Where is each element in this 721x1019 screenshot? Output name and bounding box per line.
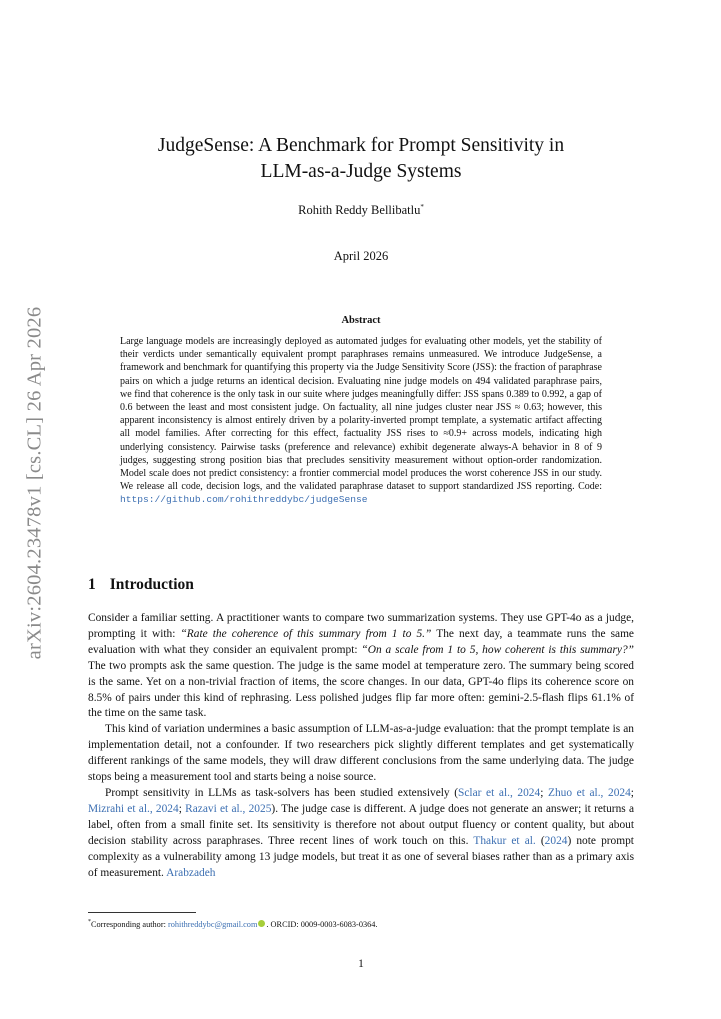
arxiv-sidebar-stamp <box>20 295 50 670</box>
citation-razavi[interactable]: Razavi et al., 2025 <box>185 802 272 815</box>
paper-title <box>88 133 634 185</box>
section-heading-introduction <box>88 576 194 594</box>
citation-paren-close: ) <box>567 834 572 847</box>
code-link[interactable]: https://github.com/rohithreddybc/judgeSense <box>120 494 368 506</box>
abstract-text: Large language models are increasingly deployed as automated judges for evaluating other models, yet the stability of their verdicts under semantically equivalent prompt paraphrases remains unmeasured. We introduce JudgeSense, a framework and benchmark for quantifying this property via the Judge Sensitivity Score (JSS): the fraction of paraphrase pairs on which a judge returns an identical decision. Evaluating nine judge models on 494 validated paraphrase pairs, we find that coherence is the only task in our suite where judges meaningfully differ: JSS spans 0.389 to 0.992, a gap of 0.6 between the least and most consistent judge. On factuality, all nine judges cluster near JSS ≈ 0.63; however, this apparent inconsistency is almost entirely driven by a polarity-inverted prompt template, a systematic artifact affecting all model families. After correcting for this effect, factuality JSS rises to ≈0.9+ across models, indicating high underlying consistency. Pairwise tasks (preference and relevance) exhibit degenerate always-A behavior in 8 of 9 judges, suggesting strong position bias that precludes sensitivity measurement without option-order randomization. Model scale does not predict consistency: a frontier commercial model produces the worst coherence JSS in our study. We release all code, decision logs, and the validated paraphrase dataset to support standardized JSS reporting. <box>120 336 602 493</box>
code-label: Code: <box>578 481 603 493</box>
citation-separator: ; <box>178 802 186 815</box>
author-footnote-mark: * <box>420 203 424 211</box>
paragraph-3-text-a: Prompt sensitivity in LLMs as task-solvers has been studied extensively ( <box>105 786 459 799</box>
citation-sclar[interactable]: Sclar et al., 2024 <box>458 786 541 799</box>
arxiv-identifier: arXiv:2604.23478v1 [cs.CL] 26 Apr 2026 <box>23 306 46 659</box>
paragraph-2: This kind of variation undermines a basic assumption of LLM-as-a-judge evaluation: that the prompt template is an implementation detail, not a confounder. If two researchers pick slightly different templates and get systematically different rankings of the same models, they will draw different conclusions from the same underlying data. The judge stops being a measurement tool and starts being a noise source. <box>88 723 634 784</box>
abstract-heading: Abstract <box>341 315 381 326</box>
paragraph-3-text-c: note prompt complexity as a vulnerability among 13 judge models, but treat it as one of several biases rather than as a primary axis of measurement. <box>88 834 634 879</box>
paragraph-3-text-b: ). The judge case is different. A judge does not generate an answer; it returns a label, often from a small finite set. Its sensitivity is therefore not about output fluency or content quality, but about decision stability across paraphrases. Three recent lines of work touch on this. <box>88 802 635 847</box>
paper-date: April 2026 <box>333 249 389 263</box>
paper-title-line-1: JudgeSense: A Benchmark for Prompt Sensitivity in <box>157 135 565 156</box>
section-number: 1 <box>88 576 96 593</box>
footnote-label: Corresponding author: <box>91 919 168 929</box>
citation-paren-open: ( <box>535 834 545 847</box>
orcid-text: . ORCID: 0009-0003-6083-0364. <box>266 919 378 929</box>
author-line <box>88 203 634 218</box>
paragraph-1-text-b: The next day, a teammate runs the same evaluation with what they consider an equivalent prompt: <box>88 627 634 656</box>
paragraph-3 <box>88 786 634 881</box>
footnote-rule <box>88 912 196 913</box>
introduction-body <box>88 611 634 881</box>
paragraph-1 <box>88 611 634 722</box>
citation-thakur-year[interactable]: 2024 <box>544 834 568 847</box>
paper-title-line-2: LLM-as-a-Judge Systems <box>260 161 462 182</box>
footnote-mark: * <box>88 919 91 925</box>
citation-arabzadeh[interactable]: Arabzadeh <box>166 866 216 879</box>
citation-thakur[interactable]: Thakur et al. <box>473 834 536 847</box>
citation-zhuo[interactable]: Zhuo et al., 2024 <box>547 786 631 799</box>
page-number: 1 <box>358 958 364 970</box>
footnote <box>88 917 634 930</box>
section-title: Introduction <box>109 576 194 593</box>
example-prompt-2: “On a scale from 1 to 5, how coherent is this summary?” <box>361 643 634 656</box>
citation-separator: ; <box>540 786 548 799</box>
author-name: Rohith Reddy Bellibatlu <box>298 203 421 218</box>
paragraph-1-text-a: Consider a familiar setting. A practitioner wants to compare two summarization systems. They use GPT-4o as a judge, prompting it with: <box>88 612 634 640</box>
example-prompt-1: “Rate the coherence of this summary from 1 to 5.” <box>180 627 432 640</box>
citation-separator: ; <box>630 786 634 799</box>
orcid-icon <box>258 920 265 927</box>
author-email-link[interactable]: rohithreddybc@gmail.com <box>167 919 258 929</box>
citation-mizrahi[interactable]: Mizrahi et al., 2024 <box>88 802 179 815</box>
paragraph-1-text-c: The two prompts ask the same question. The judge is the same model at temperature zero. The summary being scored is the same. Yet on a non-trivial fraction of items, the score changes. In our data, GPT-4o flips its coherence score on 8.5% of pairs under this kind of rephrasing. Less polished judges flip far more often: gemini-2.5-flash flips 61.1% of the time on the same task. <box>88 659 634 720</box>
abstract-body <box>120 335 602 507</box>
